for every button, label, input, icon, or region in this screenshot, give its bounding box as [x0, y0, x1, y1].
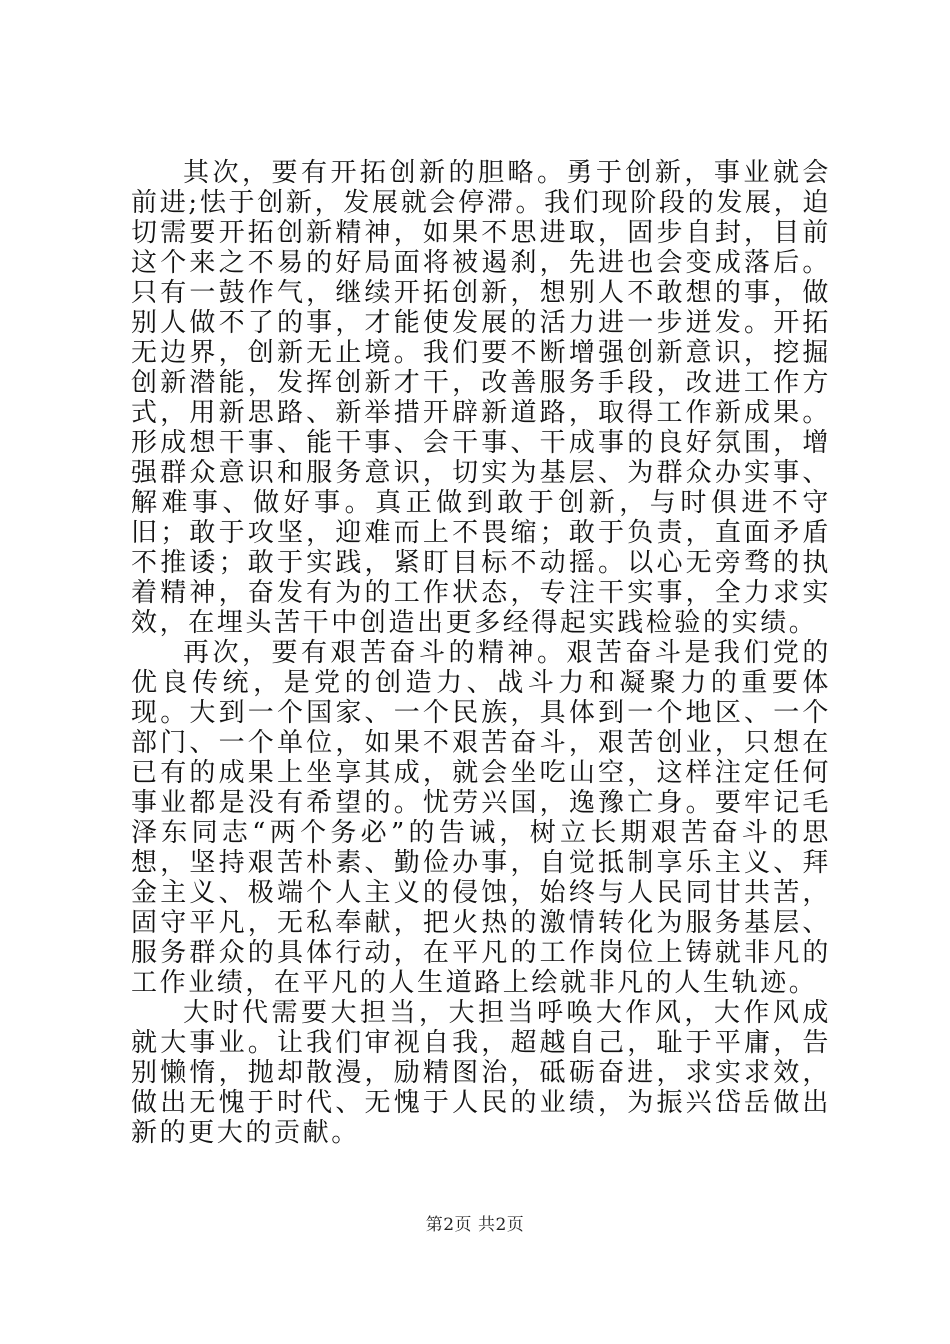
paragraph-innovation: 其次，要有开拓创新的胆略。勇于创新，事业就会前进;怯于创新，发展就会停滞。我们现阶段的发展，迫切需要开拓创新精神，如果不思进取，固步自封，目前这个来之不易的好局面将被遏刹，先进也会变成落后。只有一鼓作气，继续开拓创新，想别人不敢想的事，做别人做不了的事，才能使发展的活力进一步迸发。开拓无边界，创新无止境。我们要不断增强创新意识，挖掘创新潜能，发挥创新才干，改善服务手段，改进工作方式，用新思路、新举措开辟新道路，取得工作新成果。形成想干事、能干事、会干事、干成事的良好氛围，增强群众意识和服务意识，切实为基层、为群众办实事、解难事、做好事。真正做到敢于创新，与时俱进不守旧；敢于攻坚，迎难而上不畏缩；敢于负责，直面矛盾不推诿；敢于实践，紧盯目标不动摇。以心无旁骛的执着精神，奋发有为的工作状态，专注干实事，全力求实效，在埋头苦干中创造出更多经得起实践检验的实绩。	[131, 158, 831, 638]
paragraph-conclusion: 大时代需要大担当，大担当呼唤大作风，大作风成就大事业。让我们审视自我，超越自己，耻于平庸，告别懒惰，抛却散漫，励精图治，砥砺奋进，求实求效，做出无愧于时代、无愧于人民的业绩，为振兴岱岳做出新的更大的贡献。	[131, 998, 831, 1148]
page-number-footer: 第2页 共2页	[425, 1215, 525, 1235]
paragraph-hard-work: 再次，要有艰苦奋斗的精神。艰苦奋斗是我们党的优良传统，是党的创造力、战斗力和凝聚力的重要体现。大到一个国家、一个民族，具体到一个地区、一个部门、一个单位，如果不艰苦奋斗，艰苦创业，只想在已有的成果上坐享其成，就会坐吃山空，这样注定任何事业都是没有希望的。忧劳兴国，逸豫亡身。要牢记毛泽东同志“两个务必”的告诫，树立长期艰苦奋斗的思想，坚持艰苦朴素、勤俭办事，自觉抵制享乐主义、拜金主义、极端个人主义的侵蚀，始终与人民同甘共苦，固守平凡，无私奉献，把火热的激情转化为服务基层、服务群众的具体行动，在平凡的工作岗位上铸就非凡的工作业绩，在平凡的人生道路上绘就非凡的人生轨迹。	[131, 638, 831, 998]
document-body	[131, 158, 831, 1148]
